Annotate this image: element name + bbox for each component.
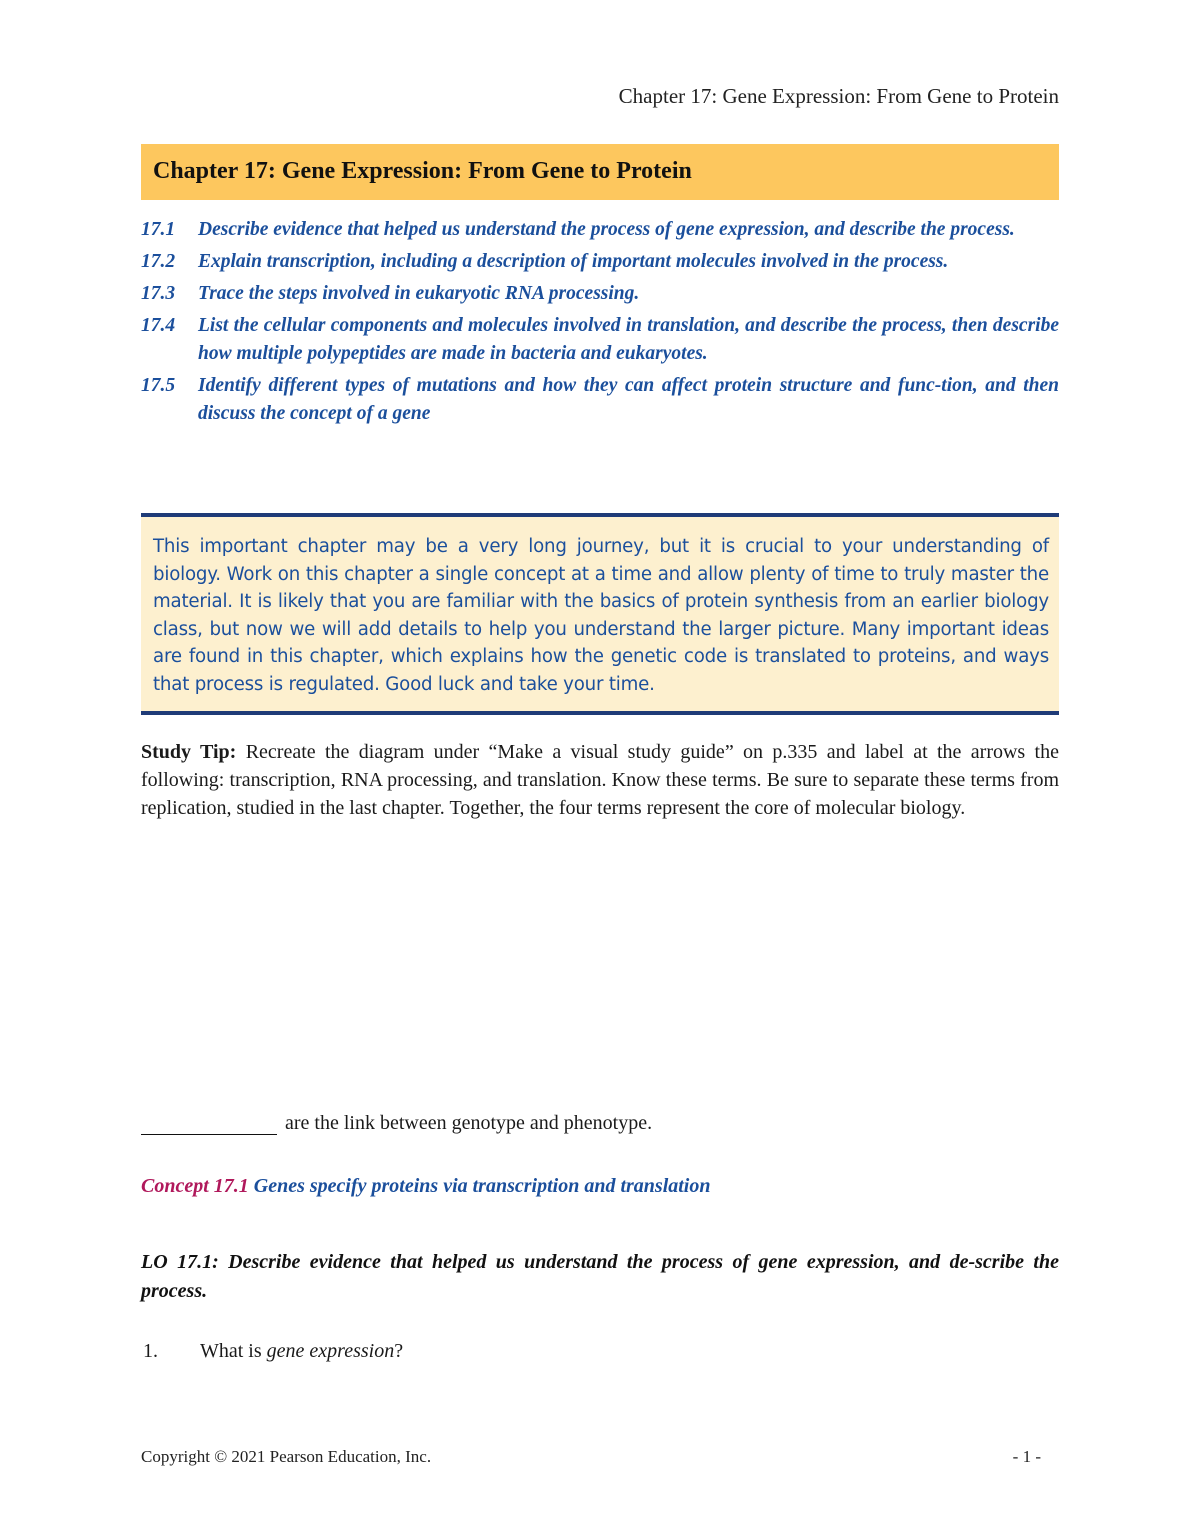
- objective-text: List the cellular components and molecules involved in translation, and describe the process, then describe how multiple polypeptides are made in bacteria and eukaryotes.: [198, 315, 1059, 364]
- learning-objectives-list: [141, 216, 1059, 432]
- objective-item: [141, 216, 1059, 244]
- chapter-title-banner: [141, 144, 1059, 200]
- objective-number: 17.1: [141, 219, 176, 240]
- study-tip-label: Study Tip:: [141, 741, 237, 763]
- objective-text: Describe evidence that helped us understand the process of gene expression, and describe the process.: [198, 219, 1015, 240]
- fill-in-text: are the link between genotype and phenotype.: [285, 1112, 653, 1134]
- objective-item: [141, 280, 1059, 308]
- footer-page-number: - 1 -: [1012, 1447, 1041, 1466]
- objective-item: [141, 248, 1059, 276]
- objective-number: 17.5: [141, 375, 176, 396]
- question-term: gene expression: [266, 1340, 395, 1362]
- objective-item: [141, 372, 1059, 428]
- question-number: 1.: [143, 1340, 158, 1362]
- objective-item: [141, 312, 1059, 368]
- objective-number: 17.2: [141, 251, 176, 272]
- question-1: [141, 1340, 403, 1363]
- objective-text: Trace the steps involved in eukaryotic RNA processing.: [198, 283, 640, 304]
- concept-heading: [141, 1175, 711, 1198]
- concept-label: Concept 17.1: [141, 1175, 249, 1197]
- footer-copyright: Copyright © 2021 Pearson Education, Inc.: [141, 1447, 432, 1466]
- intro-note-text: This important chapter may be a very long journey, but it is crucial to your understanding of biology. Work on this chapter a single concept at a time and allow plenty of time to truly master the material. It is likely that you are familiar with the basics of protein synthesis from an earlier biology class, but now we will add details to help you understand the larger picture. Many important ideas are found in this chapter, which explains how the genetic code is translated to proteins, and ways that process is regulated. Good luck and take your time.: [153, 536, 1049, 695]
- study-tip: [141, 738, 1059, 822]
- learning-objective-heading: LO 17.1: Describe evidence that helped us understand the process of gene expression, and de-scribe the process.: [141, 1251, 1059, 1302]
- concept-title: Genes specify proteins via transcription and translation: [253, 1175, 711, 1197]
- objective-number: 17.4: [141, 315, 176, 336]
- study-tip-text: Recreate the diagram under “Make a visual study guide” on p.335 and label at the arrows the following: transcription, RNA processing, and translation. Know these terms. Be sure to separate these terms from replication, studied in the last chapter. Together, the four terms represent the core of molecular biology.: [141, 741, 1059, 819]
- objective-text: Identify different types of mutations and how they can affect protein structure and func-tion, and then discuss the concept of a gene: [198, 375, 1059, 424]
- answer-blank[interactable]: [141, 1114, 277, 1135]
- fill-in-statement: [141, 1112, 652, 1135]
- chapter-title: Chapter 17: Gene Expression: From Gene to Protein: [153, 158, 692, 184]
- objective-number: 17.3: [141, 283, 176, 304]
- objective-text: Explain transcription, including a description of important molecules involved in the process.: [198, 251, 949, 272]
- running-header: Chapter 17: Gene Expression: From Gene to Protein: [618, 84, 1059, 108]
- question-text: What is gene expression?: [200, 1340, 404, 1362]
- intro-note-box: [141, 513, 1059, 715]
